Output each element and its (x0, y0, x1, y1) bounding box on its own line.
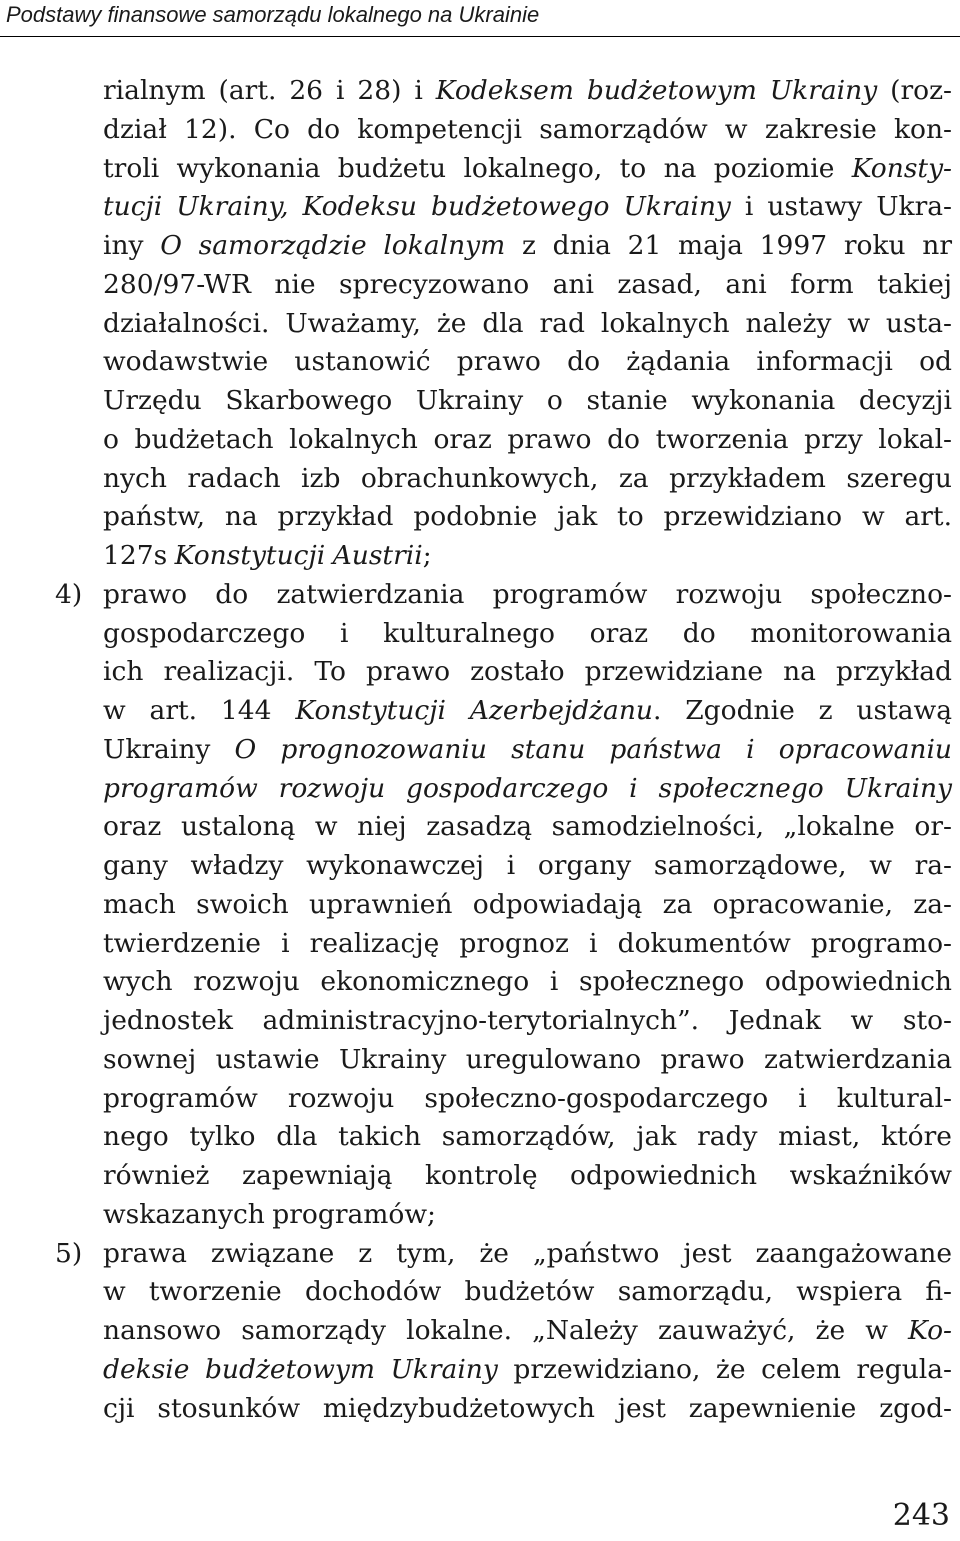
text-line (103, 1311, 952, 1350)
text-run: również zapewniają kontrolę odpowiednich wskaźników (103, 1160, 952, 1191)
italic-title: O prognozowaniu stanu państwa i opracowaniu (234, 733, 952, 765)
text-run: . Zgodnie z ustawą (652, 695, 953, 726)
text-run: nansowo samorządy lokalne. „Należy zauważyć, że w (103, 1315, 908, 1346)
text-line (103, 110, 952, 149)
italic-title: Ko- (908, 1315, 952, 1346)
italic-title: Konsty- (851, 152, 952, 184)
text-line (103, 381, 952, 420)
text-line (103, 187, 952, 226)
text-run: 127s (103, 540, 175, 571)
text-run: w tworzenie dochodów budżetów samorządu, wspiera fi- (103, 1276, 952, 1308)
text-run: wych rozwoju ekonomicznego i społecznego odpowiednich (103, 966, 952, 998)
text-line (103, 730, 952, 769)
text-line (103, 885, 952, 924)
running-title: Podstawy finansowe samorządu lokalnego na Ukrainie (6, 2, 540, 27)
list-item-number: 5) (55, 1237, 83, 1269)
text-run: gospodarczego i kulturalnego oraz do monitorowania (103, 617, 952, 649)
text-line (103, 846, 952, 885)
text-line (103, 1117, 952, 1156)
text-line (103, 652, 952, 691)
text-run: wskazanych programów; (103, 1198, 436, 1230)
text-run: gany władzy wykonawczej i organy samorządowe, w ra- (103, 850, 952, 881)
text-line (103, 1079, 952, 1118)
text-line (103, 691, 952, 730)
text-line (103, 1350, 952, 1389)
text-run: ; (422, 540, 432, 571)
text-run: z dnia 21 maja 1997 roku nr (505, 230, 952, 261)
text-run: twierdzenie i realizację prognoz i dokumentów programo- (103, 927, 952, 959)
text-line (103, 265, 952, 304)
text-run: sownej ustawie Ukrainy uregulowano prawo zatwierdzania (103, 1043, 952, 1075)
text-run: nych radach izb obrachunkowych, za przykładem szeregu (103, 462, 952, 494)
italic-title: deksie budżetowym Ukrainy (103, 1353, 498, 1385)
text-run: 280/97-WR nie sprecyzowano ani zasad, ani form takiej (103, 268, 952, 300)
text-line (103, 342, 952, 381)
text-run: przewidziano, że celem regula- (497, 1353, 952, 1385)
running-header (0, 0, 960, 37)
text-line (103, 1234, 952, 1273)
italic-title: Kodeksem budżetowym Ukrainy (435, 75, 878, 106)
text-run: i ustawy Ukra- (730, 191, 953, 223)
list-item-number: 4) (55, 578, 83, 610)
text-line (103, 924, 952, 963)
text-line (103, 149, 952, 188)
text-line (103, 1389, 952, 1428)
text-line (103, 497, 952, 536)
text-run: w art. 144 (103, 695, 296, 726)
text-run: ich realizacji. To prawo zostało przewidziane na przykład (103, 656, 952, 688)
italic-title: Konstytucji Austrii (174, 540, 423, 571)
text-line (103, 1195, 952, 1234)
text-line (103, 71, 952, 110)
text-line (103, 1272, 952, 1311)
text-run: prawo do zatwierdzania programów rozwoju społeczno- (103, 578, 952, 610)
text-run: Ukrainy (103, 733, 235, 765)
italic-title: programów rozwoju gospodarczego i społecznego Ukrainy (103, 772, 952, 804)
text-run: Urzędu Skarbowego Ukrainy o stanie wykonania decyzji (103, 385, 952, 416)
text-run: wodawstwie ustanowić prawo do żądania informacji od (103, 346, 952, 378)
text-run: troli wykonania budżetu lokalnego, to na poziomie (103, 152, 852, 184)
text-run: programów rozwoju społeczno-gospodarczego i kultural- (103, 1082, 952, 1114)
italic-title: O samorządzie lokalnym (160, 230, 506, 261)
text-run: państw, na przykład podobnie jak to przewidziano w art. (103, 501, 952, 533)
italic-title: Konstytucji Azerbejdżanu (295, 695, 653, 726)
text-line (103, 807, 952, 846)
text-line (103, 420, 952, 459)
text-run: nego tylko dla takich samorządów, jak rady miast, które (103, 1121, 952, 1153)
text-line (103, 1040, 952, 1079)
text-line (103, 769, 952, 808)
text-run: jednostek administracyjno-terytorialnych”. Jednak w sto- (103, 1005, 952, 1036)
text-line (103, 304, 952, 343)
text-line (103, 962, 952, 1001)
text-line (103, 1156, 952, 1195)
text-run: działalności. Uważamy, że dla rad lokalnych należy w usta- (103, 307, 952, 339)
text-line (103, 226, 952, 265)
italic-title: tucji Ukrainy, Kodeksu budżetowego Ukrainy (103, 191, 731, 223)
text-line (103, 536, 952, 575)
text-run: (roz- (877, 75, 952, 106)
text-run: cji stosunków międzybudżetowych jest zapewnienie zgod- (103, 1392, 952, 1424)
text-line (103, 575, 952, 614)
text-line (103, 1001, 952, 1040)
text-run: iny (103, 230, 161, 261)
text-run: o budżetach lokalnych oraz prawo do tworzenia przy lokal- (103, 423, 952, 455)
text-run: rialnym (art. 26 i 28) i (103, 75, 436, 106)
text-run: mach swoich uprawnień odpowiadają za opracowanie, za- (103, 888, 952, 920)
text-line (103, 614, 952, 653)
text-run: prawa związane z tym, że „państwo jest zaangażowane (103, 1237, 952, 1269)
page-number: 243 (892, 1498, 950, 1533)
text-run: dział 12). Co do kompetencji samorządów w zakresie kon- (103, 113, 952, 145)
text-line (103, 459, 952, 498)
text-run: oraz ustaloną w niej zasadzą samodzielności, „lokalne or- (103, 811, 952, 843)
